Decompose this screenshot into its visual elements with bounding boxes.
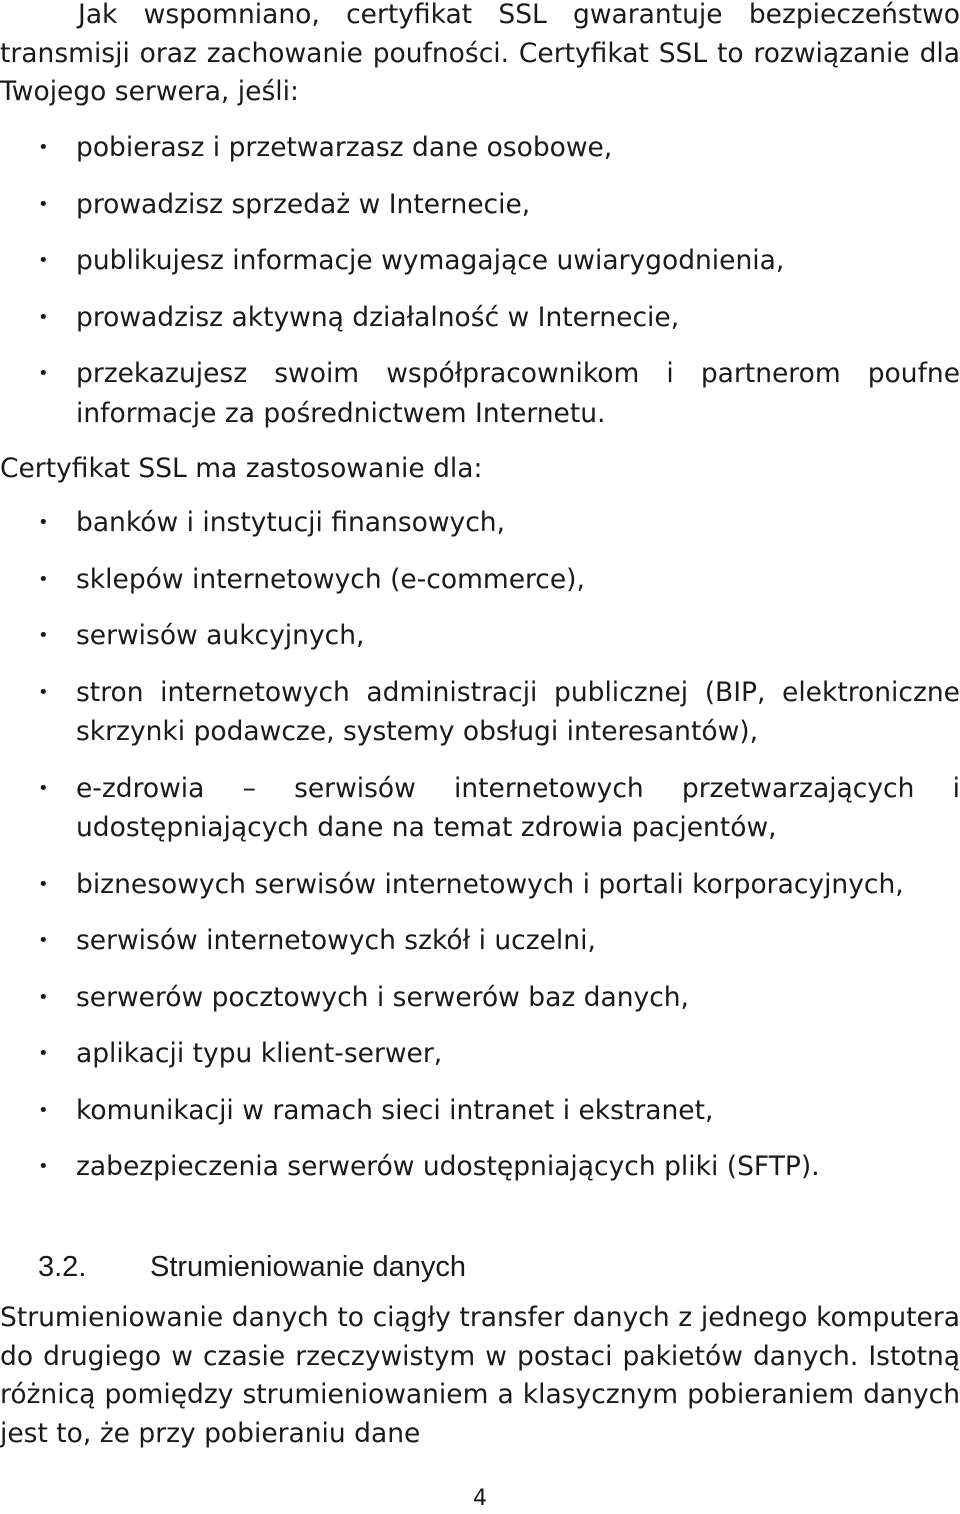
list-item bbox=[0, 185, 960, 225]
intro-paragraph: Jak wspomniano, certyfikat SSL gwarantuje bezpieczeństwo transmisji oraz zachowanie poufności. Certyfikat SSL to rozwiązanie dla Twojego serwera, jeśli: bbox=[0, 0, 960, 107]
list-item bbox=[0, 1034, 960, 1074]
bullet-icon bbox=[38, 1091, 49, 1131]
list-item-text: e-zdrowia – serwisów internetowych przetwarzających i udostępniających dane na temat zdrowia pacjentów, bbox=[76, 772, 960, 843]
list-item bbox=[0, 616, 960, 656]
bullet-icon bbox=[38, 128, 49, 168]
list-item-text: biznesowych serwisów internetowych i portali korporacyjnych, bbox=[76, 868, 904, 900]
bullet-icon bbox=[38, 616, 49, 656]
list-item-text: prowadzisz sprzedaż w Internecie, bbox=[76, 188, 531, 220]
list-item-text: zabezpieczenia serwerów udostępniających pliki (SFTP). bbox=[76, 1151, 820, 1182]
list-item bbox=[0, 978, 960, 1018]
list-item-text: sklepów internetowych (e-commerce), bbox=[76, 563, 585, 595]
page-number: 4 bbox=[473, 1486, 487, 1511]
bullet-icon bbox=[38, 560, 49, 600]
bullet-icon bbox=[38, 354, 49, 394]
list-item-text: przekazujesz swoim współpracownikom i partnerom poufne informacje za pośrednictwem Internetu. bbox=[76, 358, 960, 429]
list-item-text: banków i instytucji finansowych, bbox=[76, 507, 505, 538]
server-reasons-list bbox=[0, 128, 960, 450]
list-item-text: serwerów pocztowych i serwerów baz danych, bbox=[76, 981, 689, 1013]
list-item bbox=[0, 298, 960, 338]
list-item bbox=[0, 560, 960, 600]
list-item bbox=[0, 128, 960, 168]
bullet-icon bbox=[38, 241, 49, 281]
list-item bbox=[0, 241, 960, 281]
bullet-icon bbox=[38, 1034, 49, 1074]
list-item bbox=[0, 1091, 960, 1131]
list-item bbox=[0, 673, 960, 752]
list-item bbox=[0, 1147, 960, 1187]
bullet-icon bbox=[38, 865, 49, 905]
list-item-text: serwisów aukcyjnych, bbox=[76, 620, 365, 651]
applications-list bbox=[0, 503, 960, 1204]
list-item-text: serwisów internetowych szkół i uczelni, bbox=[76, 925, 596, 956]
list-item-text: prowadzisz aktywną działalność w Internecie, bbox=[76, 301, 680, 333]
section-title: Strumieniowanie danych bbox=[150, 1251, 466, 1283]
bullet-icon bbox=[38, 673, 49, 713]
applications-intro: Certyfikat SSL ma zastosowanie dla: bbox=[0, 453, 483, 484]
streaming-paragraph: Strumieniowanie danych to ciągły transfer danych z jednego komputera do drugiego w czasie rzeczywistym w postaci pakietów danych. Istotną różnicą pomiędzy strumieniowaniem a klasycznym pobieraniem danych jest to, że przy pobieraniu dane bbox=[0, 1302, 960, 1449]
bullet-icon bbox=[38, 503, 49, 543]
list-item bbox=[0, 865, 960, 905]
list-item-text: aplikacji typu klient-serwer, bbox=[76, 1038, 443, 1069]
bullet-icon bbox=[38, 769, 49, 809]
list-item-text: publikujesz informacje wymagające uwiarygodnienia, bbox=[76, 245, 785, 276]
list-item-text: stron internetowych administracji publicznej (BIP, elektroniczne skrzynki podawcze, systemy obsługi interesantów), bbox=[76, 676, 960, 747]
bullet-icon bbox=[38, 978, 49, 1018]
bullet-icon bbox=[38, 185, 49, 225]
bullet-icon bbox=[38, 1147, 49, 1187]
bullet-icon bbox=[38, 298, 49, 338]
list-item bbox=[0, 354, 960, 433]
section-number: 3.2. bbox=[38, 1251, 87, 1283]
list-item-text: komunikacji w ramach sieci intranet i ekstranet, bbox=[76, 1094, 714, 1126]
list-item bbox=[0, 503, 960, 543]
bullet-icon bbox=[38, 921, 49, 961]
list-item bbox=[0, 921, 960, 961]
list-item bbox=[0, 769, 960, 848]
section-heading bbox=[38, 1245, 466, 1289]
list-item-text: pobierasz i przetwarzasz dane osobowe, bbox=[76, 132, 613, 163]
